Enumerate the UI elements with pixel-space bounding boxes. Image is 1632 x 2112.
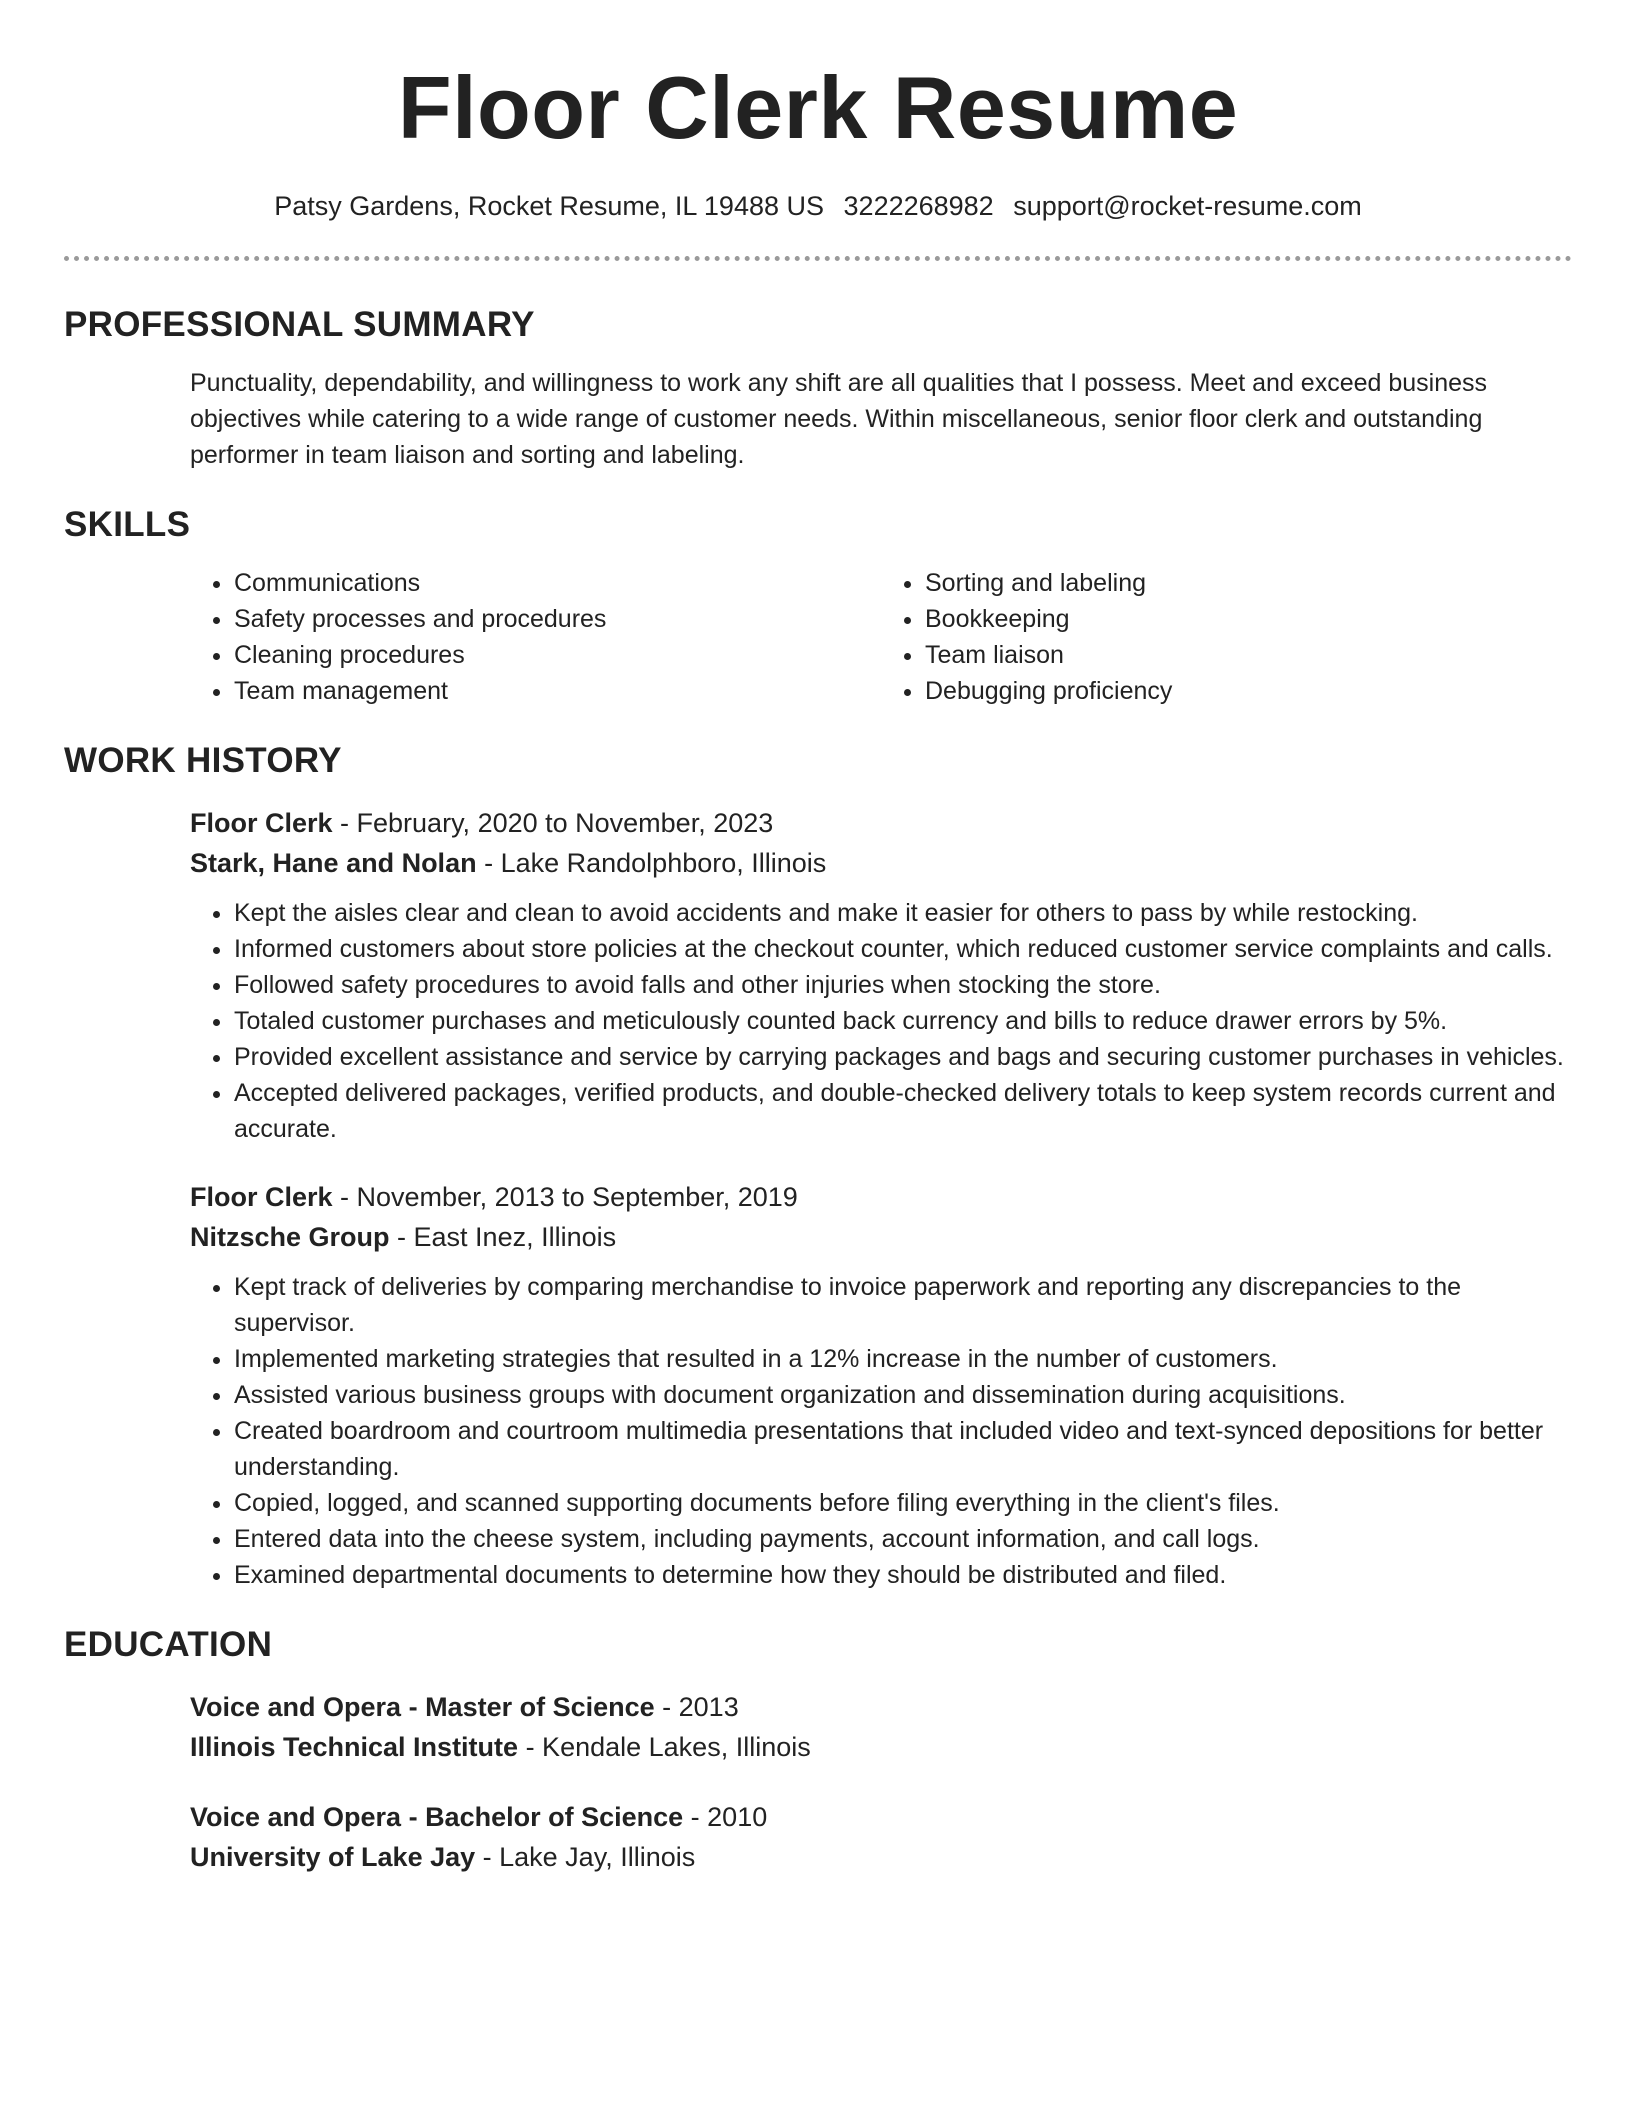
education-location: - Kendale Lakes, Illinois [518, 1732, 811, 1762]
job-company-line [190, 843, 1572, 883]
education-heading: EDUCATION [64, 1625, 273, 1664]
work-history-heading: WORK HISTORY [64, 741, 342, 780]
skill-item: • Team management [234, 673, 881, 709]
skills-column-left [190, 565, 881, 709]
education-year: - 2010 [683, 1802, 768, 1832]
skill-item: • Communications [234, 565, 881, 601]
job-title-line [190, 803, 1572, 843]
education-degree-line [190, 1687, 1572, 1727]
skills-heading: SKILLS [64, 505, 191, 544]
education-year: - 2013 [654, 1692, 739, 1722]
contact-email: support@rocket-resume.com [1013, 191, 1362, 221]
education-degree: Voice and Opera - Master of Science [190, 1692, 655, 1722]
skill-item: • Sorting and labeling [925, 565, 1572, 601]
job-bullet: • Assisted various business groups with document organization and dissemination during acquisitions. [234, 1377, 1572, 1413]
skill-item: • Debugging proficiency [925, 673, 1572, 709]
job-bullet: • Kept track of deliveries by comparing merchandise to invoice paperwork and reporting any discrepancies to the supervisor. [234, 1269, 1572, 1341]
job-bullet: • Provided excellent assistance and service by carrying packages and bags and securing customer purchases in vehicles. [234, 1039, 1572, 1075]
job-bullet: • Kept the aisles clear and clean to avoid accidents and make it easier for others to pass by while restocking. [234, 895, 1572, 931]
skill-item: • Safety processes and procedures [234, 601, 881, 637]
education-school: Illinois Technical Institute [190, 1732, 519, 1762]
job-bullet: • Followed safety procedures to avoid falls and other injuries when stocking the store. [234, 967, 1572, 1003]
job-title-line [190, 1177, 1572, 1217]
job-bullet: • Examined departmental documents to determine how they should be distributed and filed. [234, 1557, 1572, 1593]
summary-text: Punctuality, dependability, and willingness to work any shift are all qualities that I possess. Meet and exceed business objectives while catering to a wide range of customer needs. Within miscellaneous, senior floor clerk and outstanding performer in team liaison and sorting and labeling. [190, 369, 1488, 469]
education-school: University of Lake Jay [190, 1842, 476, 1872]
education-degree: Voice and Opera - Bachelor of Science [190, 1802, 684, 1832]
job-bullet: • Informed customers about store policies at the checkout counter, which reduced customer service complaints and calls. [234, 931, 1572, 967]
job-role: Floor Clerk [190, 1182, 333, 1212]
job-entry [190, 1177, 1572, 1593]
job-bullet: • Totaled customer purchases and meticulously counted back currency and bills to reduce drawer errors by 5%. [234, 1003, 1572, 1039]
job-bullet: • Entered data into the cheese system, including payments, account information, and call logs. [234, 1521, 1572, 1557]
job-bullets [190, 1269, 1572, 1593]
contact-address: Patsy Gardens, Rocket Resume, IL 19488 US [274, 191, 825, 221]
job-role: Floor Clerk [190, 808, 333, 838]
job-company: Nitzsche Group [190, 1222, 390, 1252]
job-bullet: • Accepted delivered packages, verified products, and double-checked delivery totals to keep system records current and accurate. [234, 1075, 1572, 1147]
skill-item: • Cleaning procedures [234, 637, 881, 673]
job-location: - Lake Randolphboro, Illinois [476, 848, 827, 878]
job-bullet: • Created boardroom and courtroom multimedia presentations that included video and text-synced depositions for better understanding. [234, 1413, 1572, 1485]
resume-page [64, 0, 1572, 1877]
education-school-line [190, 1727, 1572, 1767]
education-school-line [190, 1837, 1572, 1877]
skill-item: • Bookkeeping [925, 601, 1572, 637]
job-dates: - November, 2013 to September, 2019 [332, 1182, 798, 1212]
job-entry [190, 803, 1572, 1147]
skill-item: • Team liaison [925, 637, 1572, 673]
job-bullets [190, 895, 1572, 1147]
job-company-line [190, 1217, 1572, 1257]
job-company: Stark, Hane and Nolan [190, 848, 477, 878]
job-bullet: • Copied, logged, and scanned supporting documents before filing everything in the client's files. [234, 1485, 1572, 1521]
skills-list [190, 565, 1572, 709]
resume-title: Floor Clerk Resume [397, 58, 1239, 157]
contact-line [64, 186, 1572, 226]
education-entry [190, 1687, 1572, 1767]
education-degree-line [190, 1797, 1572, 1837]
job-location: - East Inez, Illinois [389, 1222, 617, 1252]
job-dates: - February, 2020 to November, 2023 [332, 808, 774, 838]
skills-column-right [881, 565, 1572, 709]
contact-phone: 3222268982 [843, 191, 994, 221]
summary-heading: PROFESSIONAL SUMMARY [64, 305, 535, 344]
education-location: - Lake Jay, Illinois [475, 1842, 696, 1872]
header-divider [64, 256, 1572, 261]
education-entry [190, 1797, 1572, 1877]
job-bullet: • Implemented marketing strategies that resulted in a 12% increase in the number of customers. [234, 1341, 1572, 1377]
